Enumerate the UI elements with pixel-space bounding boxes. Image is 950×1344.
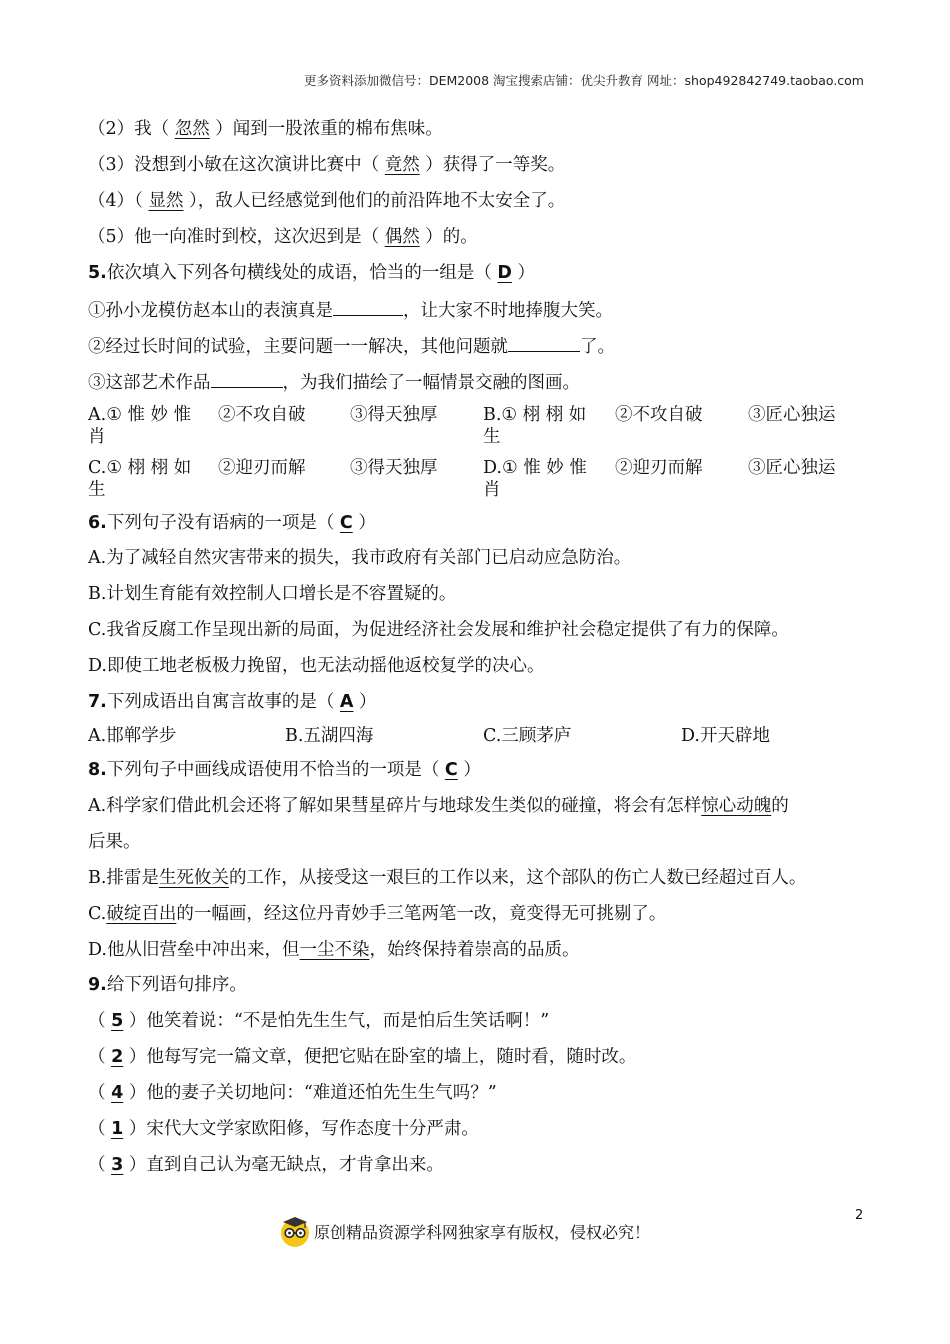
q5-sentence-2: ②经过长时间的试验，主要问题一一解决，其他问题就 了。	[88, 334, 615, 358]
q5-sentence-1: ①孙小龙模仿赵本山的表演真是 ，让大家不时地捧腹大笑。	[88, 298, 613, 322]
q8-option-d: D.他从旧营垒中冲出来，但一尘不染，始终保持着崇高的品质。	[88, 940, 580, 960]
question-5: 5.依次填入下列各句横线处的成语，恰当的一组是（ D ）	[88, 263, 536, 283]
q7-option-a: A.邯郸学步	[88, 726, 177, 746]
q9-item: （ 1 ）宋代大文学家欧阳修，写作态度十分严肃。	[88, 1119, 479, 1139]
q9-item: （ 4 ）他的妻子关切地问：“难道还怕先生生气吗？”	[88, 1083, 497, 1103]
q9-item: （ 5 ）他笑着说：“不是怕先生生气，而是怕后生笑话啊！”	[88, 1011, 550, 1031]
owl-logo-icon	[278, 1214, 312, 1248]
q6-option-d: D.即使工地老板极力挽留，也无法动摇他返校复学的决心。	[88, 656, 545, 676]
question-9: 9.给下列语句排序。	[88, 975, 247, 995]
question-8: 8.下列句子中画线成语使用不恰当的一项是（ C ）	[88, 760, 481, 780]
q8-option-a-cont: 后果。	[88, 832, 141, 852]
q6-option-a: A.为了减轻自然灾害带来的损失，我市政府有关部门已启动应急防治。	[88, 548, 632, 568]
q6-option-b: B.计划生育能有效控制人口增长是不容置疑的。	[88, 584, 457, 604]
page-header: 更多资料添加微信号：DEM2008 淘宝搜索店铺：优尖升教育 网址：shop492842749.taobao.com	[303, 73, 864, 88]
footer	[278, 1213, 650, 1249]
copyright-notice: 原创精品资源学科网独家享有版权，侵权必究！	[314, 1222, 651, 1242]
fill-item-2: （2）我（ 忽然 ）闻到一股浓重的棉布焦味。	[88, 119, 443, 139]
page-number: 2	[855, 1208, 864, 1223]
q7-option-c: C.三顾茅庐	[483, 726, 572, 746]
question-7: 7.下列成语出自寓言故事的是（ A ）	[88, 692, 377, 712]
fill-item-3: （3）没想到小敏在这次演讲比赛中（ 竟然 ）获得了一等奖。	[88, 155, 566, 175]
q7-option-d: D.开天辟地	[681, 726, 770, 746]
q8-option-b: B.排雷是生死攸关的工作，从接受这一艰巨的工作以来，这个部队的伤亡人数已经超过百人。	[88, 868, 807, 888]
q7-option-b: B.五湖四海	[285, 726, 374, 746]
q6-option-c: C.我省反腐工作呈现出新的局面，为促进经济社会发展和维护社会稳定提供了有力的保障。	[88, 620, 789, 640]
q8-option-a: A.科学家们借此机会还将了解如果彗星碎片与地球发生类似的碰撞，将会有怎样惊心动魄的	[88, 796, 789, 816]
q8-option-c: C.破绽百出的一幅画，经这位丹青妙手三笔两笔一改，竟变得无可挑剔了。	[88, 904, 667, 924]
q9-item: （ 2 ）他每写完一篇文章，便把它贴在卧室的墙上，随时看，随时改。	[88, 1047, 637, 1067]
q5-sentence-3: ③这部艺术作品 ，为我们描绘了一幅情景交融的图画。	[88, 370, 580, 394]
question-6: 6.下列句子没有语病的一项是（ C ）	[88, 513, 376, 533]
fill-item-4: （4）（ 显然 ），敌人已经感觉到他们的前沿阵地不太安全了。	[88, 191, 566, 211]
fill-item-5: （5）他一向准时到校，这次迟到是（ 偶然 ）的。	[88, 227, 478, 247]
q9-item: （ 3 ）直到自己认为毫无缺点，才肯拿出来。	[88, 1155, 444, 1175]
